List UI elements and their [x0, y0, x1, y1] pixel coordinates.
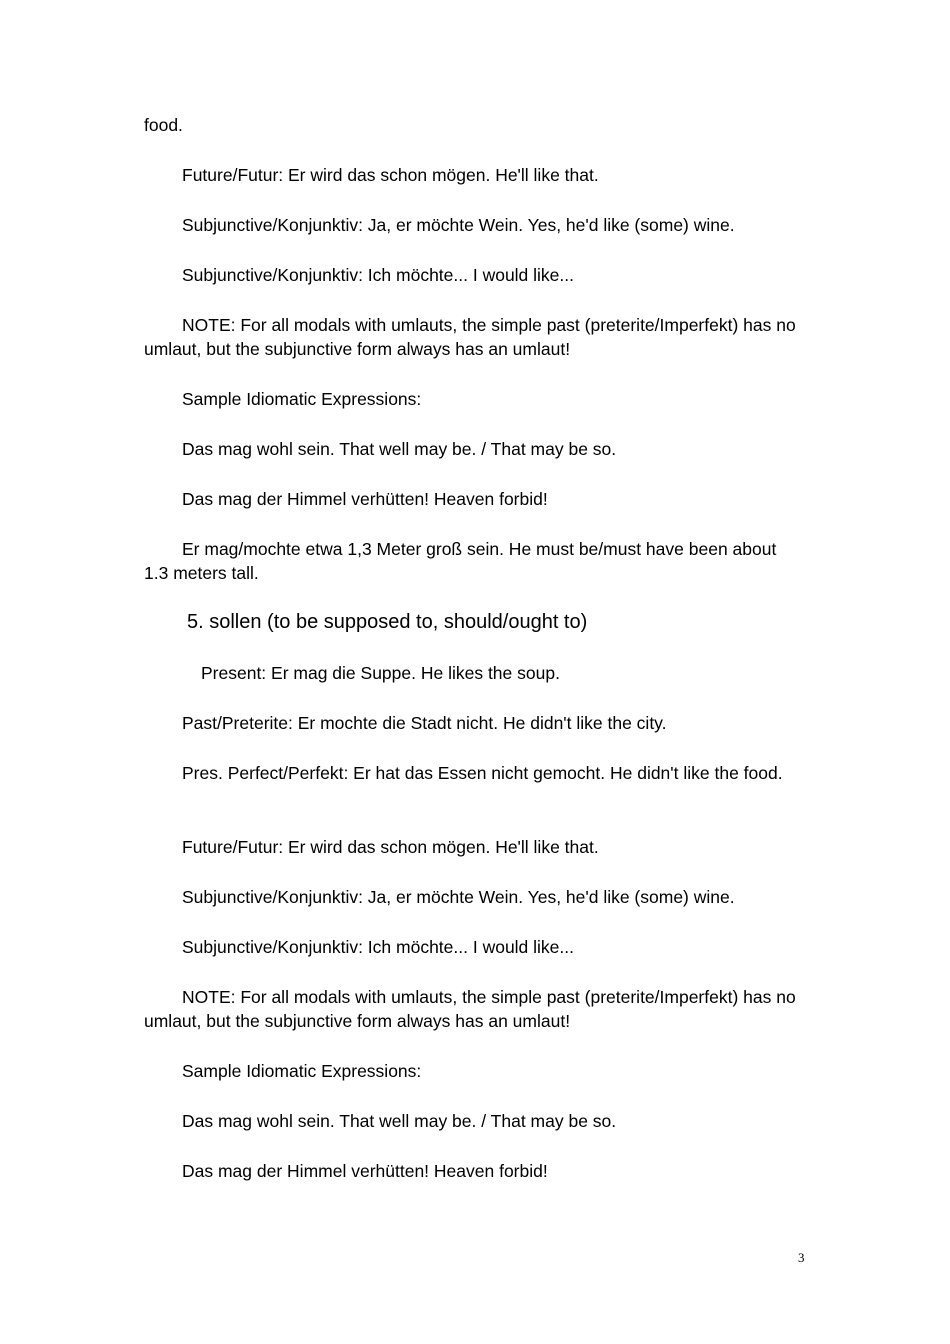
paragraph-idioms-heading-2: Sample Idiomatic Expressions:: [182, 1061, 422, 1081]
paragraph-idiom-meter: Er mag/mochte etwa 1,3 Meter groß sein. He must be/must have been about 1.3 meters tall.: [144, 539, 777, 583]
paragraph-subjunctive-wine-2: Subjunctive/Konjunktiv: Ja, er möchte Wein. Yes, he'd like (some) wine.: [182, 887, 735, 907]
paragraph-present: Present: Er mag die Suppe. He likes the soup.: [201, 663, 560, 683]
paragraph-idiom-wohl-sein: Das mag wohl sein. That well may be. / That may be so.: [182, 439, 617, 459]
paragraph-future-2: Future/Futur: Er wird das schon mögen. He'll like that.: [182, 837, 599, 857]
paragraph-past: Past/Preterite: Er mochte die Stadt nicht. He didn't like the city.: [182, 713, 667, 733]
paragraph-idiom-himmel-2: Das mag der Himmel verhütten! Heaven forbid!: [182, 1161, 548, 1181]
page-number: 3: [798, 1250, 805, 1265]
paragraph-future: Future/Futur: Er wird das schon mögen. He'll like that.: [182, 165, 599, 185]
paragraph-pres-perfect: Pres. Perfect/Perfekt: Er hat das Essen nicht gemocht. He didn't like the food.: [182, 763, 783, 783]
paragraph-idiom-himmel: Das mag der Himmel verhütten! Heaven forbid!: [182, 489, 548, 509]
paragraph-subjunctive-wine: Subjunctive/Konjunktiv: Ja, er möchte Wein. Yes, he'd like (some) wine.: [182, 215, 735, 235]
paragraph-idiom-wohl-sein-2: Das mag wohl sein. That well may be. / That may be so.: [182, 1111, 617, 1131]
paragraph-idioms-heading: Sample Idiomatic Expressions:: [182, 389, 422, 409]
section-heading-sollen: 5. sollen (to be supposed to, should/ought to): [187, 611, 588, 633]
paragraph-subjunctive-like: Subjunctive/Konjunktiv: Ich möchte... I would like...: [182, 265, 574, 285]
paragraph-subjunctive-like-2: Subjunctive/Konjunktiv: Ich möchte... I would like...: [182, 937, 574, 957]
paragraph-food-continuation: food.: [144, 115, 183, 135]
paragraph-note-umlaut: NOTE: For all modals with umlauts, the simple past (preterite/Imperfekt) has no umlaut, but the subjunctive form always has an umlaut!: [144, 315, 796, 359]
paragraph-note-umlaut-2: NOTE: For all modals with umlauts, the simple past (preterite/Imperfekt) has no umlaut, but the subjunctive form always has an umlaut!: [144, 987, 796, 1031]
